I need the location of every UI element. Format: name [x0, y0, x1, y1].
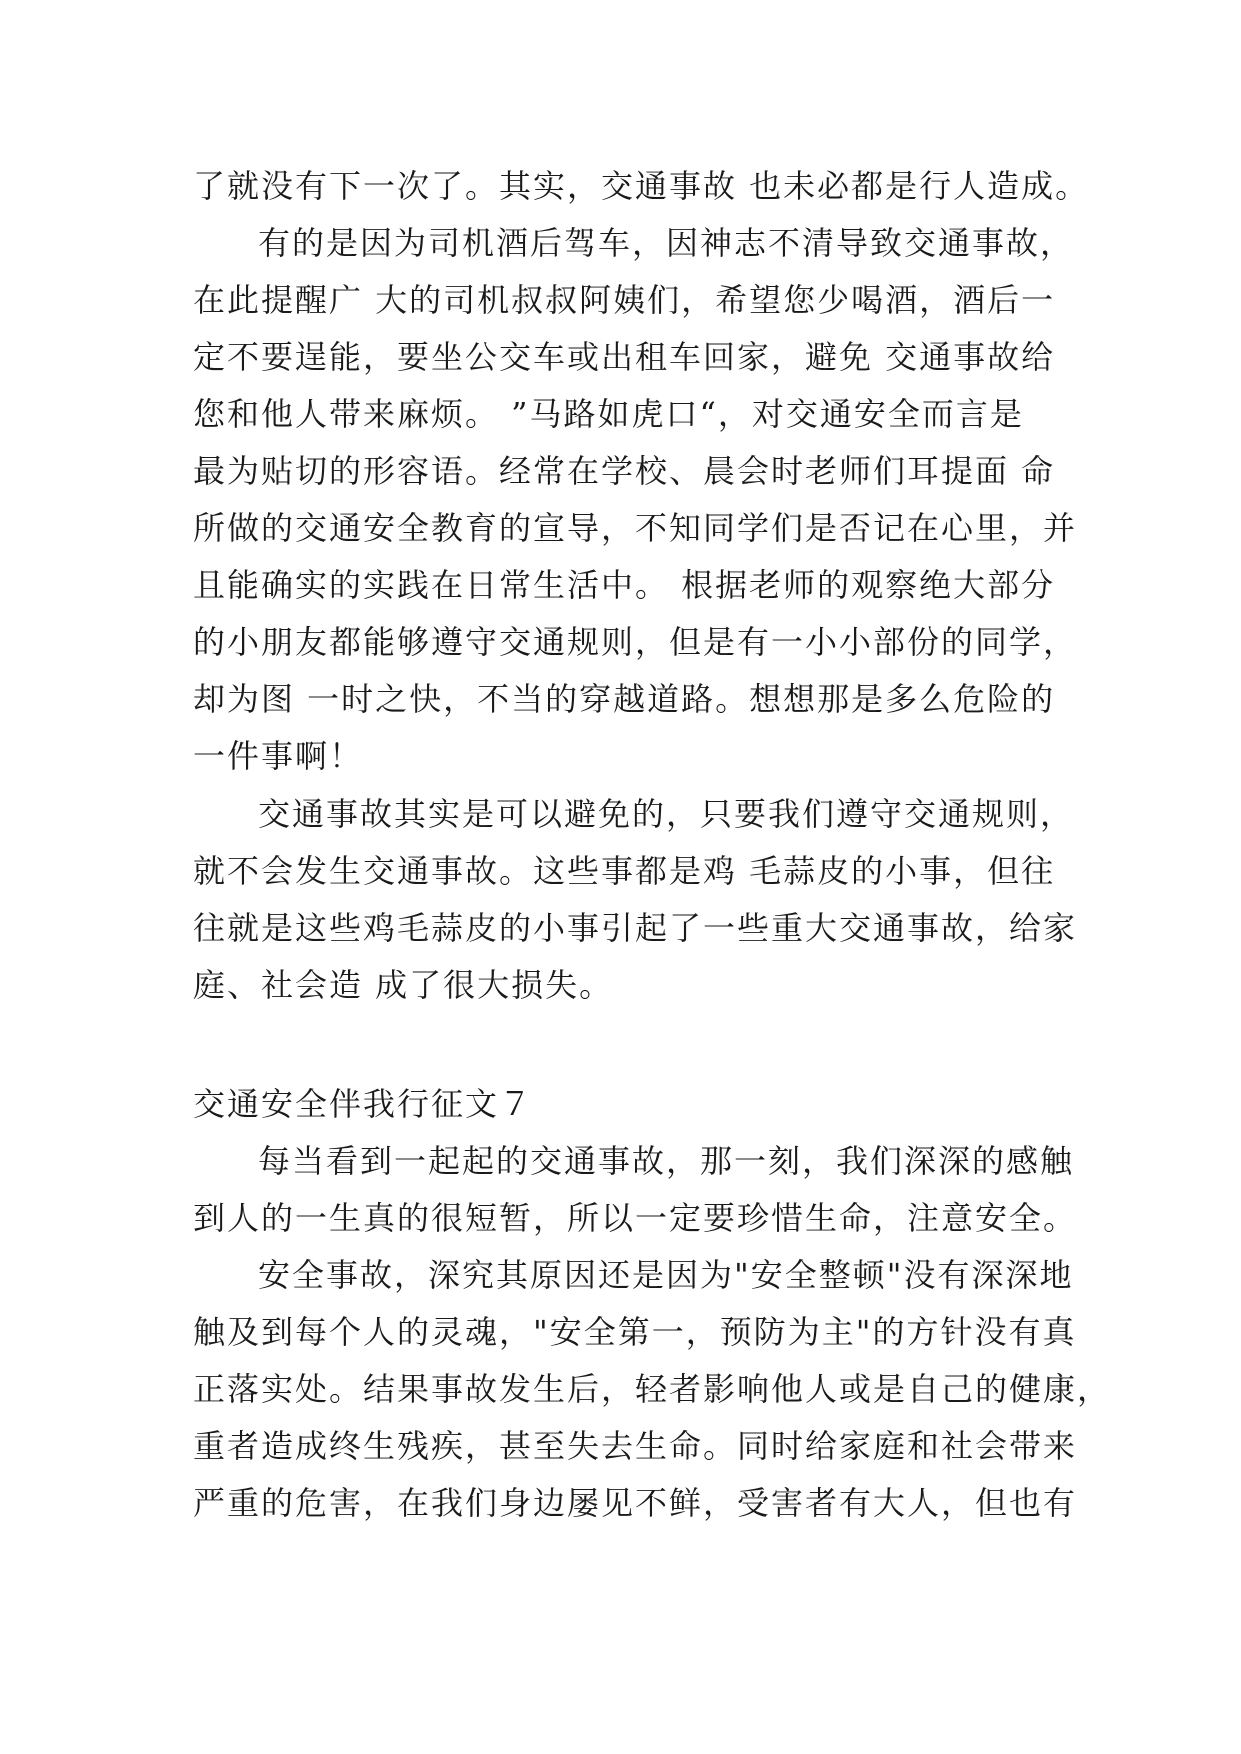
text-line: 重者造成终生残疾，甚至失去生命。同时给家庭和社会带来 — [193, 1427, 1078, 1465]
text-line: 了就没有下一次了。其实，交通事故 也未必都是行人造成。 — [193, 167, 1090, 205]
text-line: 在此提醒广 大的司机叔叔阿姨们，希望您少喝酒，酒后一 — [193, 281, 1056, 319]
text-line: 严重的危害，在我们身边屡见不鲜，受害者有大人，但也有 — [193, 1484, 1078, 1522]
text-line: 就不会发生交通事故。这些事都是鸡 毛蒜皮的小事，但往 — [193, 852, 1056, 890]
section-heading: 交通安全伴我行征文７ — [193, 1085, 534, 1123]
paragraph-first-line: 交通事故其实是可以避免的，只要我们遵守交通规则， — [258, 795, 1075, 833]
paragraph-first-line: 安全事故，深究其原因还是因为"安全整顿"没有深深地 — [258, 1256, 1074, 1294]
text-line: 的小朋友都能够遵守交通规则，但是有一小小部份的同学， — [193, 623, 1078, 661]
text-line: 最为贴切的形容语。经常在学校、晨会时老师们耳提面 命 — [193, 452, 1056, 490]
text-line: 且能确实的实践在日常生活中。 根据老师的观察绝大部分 — [193, 566, 1056, 604]
paragraph-first-line: 有的是因为司机酒后驾车，因神志不清导致交通事故， — [258, 224, 1075, 262]
text-line: 定不要逞能，要坐公交车或出租车回家，避免 交通事故给 — [193, 338, 1056, 376]
text-line: 到人的一生真的很短暂，所以一定要珍惜生命，注意安全。 — [193, 1199, 1078, 1237]
text-line: 却为图 一时之快，不当的穿越道路。想想那是多么危险的 — [193, 680, 1056, 718]
text-line: 庭、社会造 成了很大损失。 — [193, 966, 614, 1004]
text-line: 您和他人带来麻烦。 ”马路如虎口“，对交通安全而言是 — [193, 395, 1024, 433]
paragraph-first-line: 每当看到一起起的交通事故，那一刻，我们深深的感触 — [258, 1142, 1075, 1180]
text-line: 所做的交通安全教育的宣导，不知同学们是否记在心里，并 — [193, 509, 1078, 547]
text-line: 往就是这些鸡毛蒜皮的小事引起了一些重大交通事故，给家 — [193, 909, 1078, 947]
text-line: 正落实处。结果事故发生后，轻者影响他人或是自己的健康， — [193, 1370, 1112, 1408]
text-line: 触及到每个人的灵魂，"安全第一，预防为主"的方针没有真 — [193, 1313, 1077, 1351]
text-line: 一件事啊！ — [193, 737, 364, 775]
